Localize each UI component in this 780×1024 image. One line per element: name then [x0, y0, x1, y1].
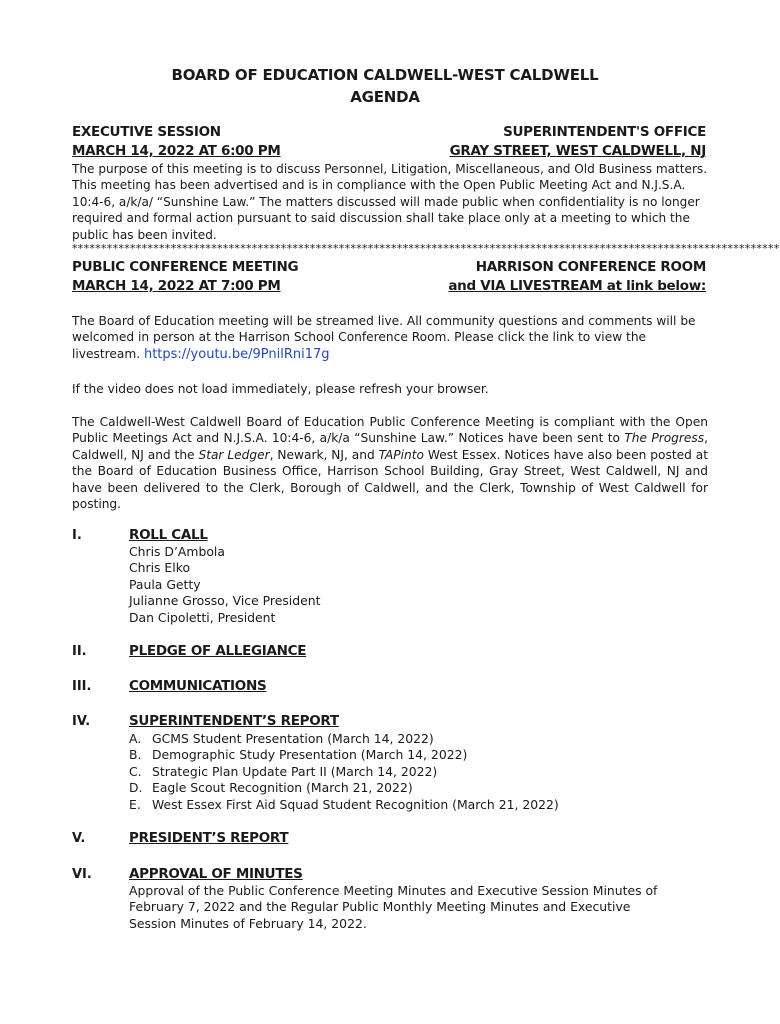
member-name: Paula Getty [129, 576, 201, 592]
public-meeting-date: MARCH 14, 2022 AT 7:00 PM [72, 278, 281, 294]
livestream-text: The Board of Education meeting will be streamed live. All community questions and comments will be welcomed in person at the Harrison School Conference Room. Please click the link to view the livestream. [72, 314, 696, 361]
section-roll-call-title: ROLL CALL [129, 527, 208, 543]
public-meeting-stream-note: and VIA LIVESTREAM at link below: [448, 278, 706, 294]
compliance-text: , Caldwell, NJ and the [72, 431, 708, 462]
section-minutes-title: APPROVAL OF MINUTES [129, 866, 303, 882]
item-letter: B. [129, 747, 142, 763]
livestream-paragraph [72, 313, 706, 363]
publication-name: Star Ledger [198, 447, 270, 462]
executive-session-date: MARCH 14, 2022 AT 6:00 PM [72, 143, 281, 159]
item-letter: D. [129, 780, 143, 796]
document-title: BOARD OF EDUCATION CALDWELL-WEST CALDWELL [171, 66, 599, 84]
section-number: I. [72, 528, 82, 543]
item-letter: A. [129, 731, 142, 746]
section-pledge-title: PLEDGE OF ALLEGIANCE [129, 643, 307, 659]
executive-purpose-paragraph: The purpose of this meeting is to discuss Personnel, Litigation, Miscellaneous, and Old Business matters. This meeting has been advertised and is in compliance with the Open Public Meeting Act and N.J.S.A. 10:4-6, a/k/a/ “Sunshine Law.” The matters discussed will made public when confidentiality is no longer required and formal action pursuant to said discussion shall take place only at a meeting to which the public has been invited. [72, 162, 708, 242]
list-item [129, 731, 559, 747]
item-letter: C. [129, 763, 142, 779]
superintendent-report-list [129, 731, 559, 813]
section-number: III. [72, 679, 92, 694]
minutes-approval-text: Approval of the Public Conference Meeting Minutes and Executive Session Minutes of February 7, 2022 and the Regular Public Monthly Meeting Minutes and Executive Session Minutes of February 14, 2022. [129, 883, 658, 931]
member-name: Dan Cipoletti, President [129, 609, 276, 625]
publication-name: TAPinto [378, 447, 424, 462]
compliance-paragraph [72, 414, 708, 512]
item-text: West Essex First Aid Squad Student Recognition (March 21, 2022) [152, 796, 559, 812]
document-subtitle: AGENDA [350, 88, 420, 106]
section-communications-title: COMMUNICATIONS [129, 678, 267, 694]
list-item [129, 780, 559, 796]
item-text: Eagle Scout Recognition (March 21, 2022) [152, 780, 413, 796]
compliance-text: , Newark, NJ, and [269, 447, 379, 462]
section-number: VI. [72, 867, 92, 882]
publication-name: The Progress [624, 431, 705, 446]
executive-session-location: SUPERINTENDENT'S OFFICE [503, 124, 706, 140]
list-item [129, 797, 559, 813]
livestream-link[interactable]: https://youtu.be/9PnilRni17g [143, 346, 330, 362]
public-meeting-label: PUBLIC CONFERENCE MEETING [72, 259, 299, 275]
compliance-text: West Essex. Notices have also been posted at the Board of Education Business Office, Harrison School Building, Gray Street, West Caldwell, NJ and have been delivered to the Clerk, Borough of Caldwell, and the Clerk, Township of West Caldwell for posting. [72, 447, 708, 512]
list-item [129, 764, 559, 780]
member-name: Julianne Grosso, Vice President [129, 593, 321, 609]
member-name: Chris Elko [129, 560, 191, 576]
section-president-title: PRESIDENT’S REPORT [129, 830, 289, 846]
section-superintendent-title: SUPERINTENDENT’S REPORT [129, 713, 339, 729]
public-meeting-location: HARRISON CONFERENCE ROOM [475, 259, 706, 275]
member-name: Chris D’Ambola [129, 544, 225, 559]
executive-session-label: EXECUTIVE SESSION [72, 124, 221, 140]
refresh-note: If the video does not load immediately, please refresh your browser. [72, 382, 489, 396]
item-letter: E. [129, 796, 141, 812]
section-number: V. [72, 831, 86, 846]
item-text: GCMS Student Presentation (March 14, 2022) [152, 731, 434, 746]
roll-call-list [129, 544, 320, 626]
item-text: Strategic Plan Update Part II (March 14, 2022) [152, 763, 438, 779]
separator-line: ************************************************************************************************************************** [72, 242, 780, 255]
list-item [129, 747, 559, 763]
section-number: IV. [72, 714, 91, 729]
executive-session-address: GRAY STREET, WEST CALDWELL, NJ [449, 143, 706, 159]
compliance-text: The Caldwell-West Caldwell Board of Education Public Conference Meeting is compliant with the Open Public Meetings Act and N.J.S.A. 10:4-6, a/k/a “Sunshine Law.” Notices have been sent to [72, 415, 708, 446]
section-number: II. [72, 644, 87, 659]
item-text: Demographic Study Presentation (March 14, 2022) [152, 747, 468, 763]
